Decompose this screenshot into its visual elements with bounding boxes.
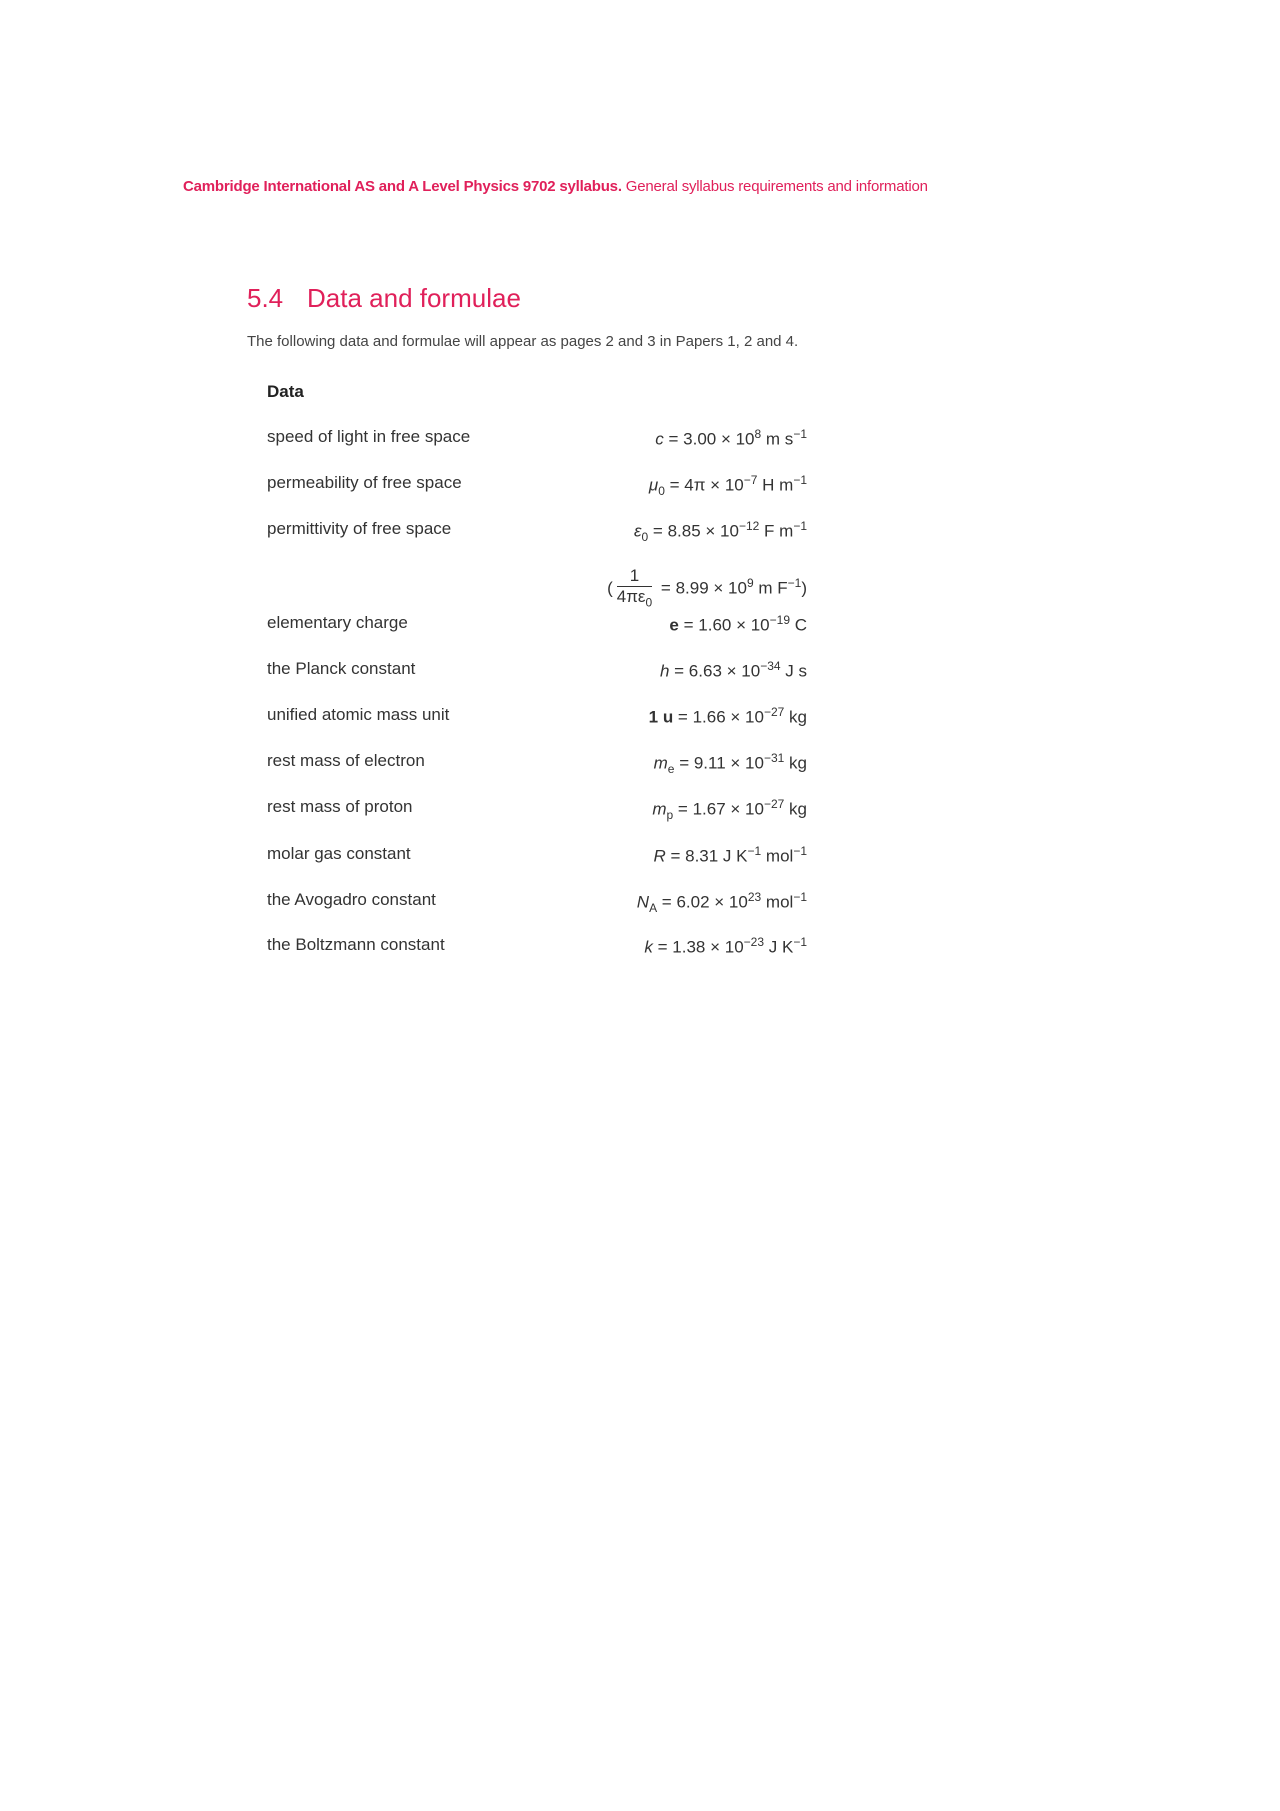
fraction xyxy=(617,566,652,612)
row-label: rest mass of electron xyxy=(267,751,425,770)
value-text: = 1.66 × 10 xyxy=(673,707,764,727)
exponent: 23 xyxy=(747,890,762,904)
value-text: = 9.11 × 10 xyxy=(674,753,764,773)
row-value xyxy=(654,751,807,776)
row-value xyxy=(660,659,807,682)
unit-exponent: −1 xyxy=(793,519,807,533)
value-text: = 6.02 × 10 xyxy=(657,892,748,912)
unit-exponent: −1 xyxy=(793,844,807,858)
exponent: −34 xyxy=(760,659,781,673)
row-label: molar gas constant xyxy=(267,844,411,863)
exponent: −31 xyxy=(763,751,785,765)
value-text: = 1.38 × 10 xyxy=(652,937,744,957)
unit-text: mol xyxy=(761,892,794,912)
unit-text: m s xyxy=(761,429,794,449)
exponent: −27 xyxy=(763,797,785,811)
unit-text: kg xyxy=(784,753,807,773)
unit-text: kg xyxy=(784,707,807,727)
symbol-subscript: p xyxy=(666,808,674,823)
data-row xyxy=(267,797,807,827)
fraction-numerator: 1 xyxy=(617,566,652,587)
symbol: e xyxy=(669,615,679,635)
header-syllabus-title: Cambridge International AS and A Level Physics 9702 syllabus. xyxy=(183,178,622,195)
unit-text: J s xyxy=(780,661,807,681)
data-row xyxy=(267,751,807,781)
symbol: N xyxy=(636,892,650,912)
value-text: = 8.85 × 10 xyxy=(648,521,739,541)
unit-text: m F xyxy=(753,578,788,598)
unit-exponent: −1 xyxy=(793,935,807,949)
unit-text: kg xyxy=(784,799,807,819)
value-text: = 3.00 × 10 xyxy=(663,429,755,449)
row-label: unified atomic mass unit xyxy=(267,705,450,724)
data-row xyxy=(267,613,807,643)
denominator-text: 4πε xyxy=(616,587,646,606)
data-row xyxy=(267,890,807,920)
header-section-name: General syllabus requirements and information xyxy=(625,178,928,195)
row-value xyxy=(607,566,807,612)
unit-text: C xyxy=(790,615,807,635)
symbol: h xyxy=(659,661,670,681)
row-label: rest mass of proton xyxy=(267,797,413,816)
symbol: m xyxy=(653,753,668,773)
row-value xyxy=(649,705,807,728)
row-value xyxy=(652,797,807,822)
unit-text: J K xyxy=(764,937,794,957)
row-label: permittivity of free space xyxy=(267,519,452,538)
exponent: −27 xyxy=(763,705,785,719)
row-value xyxy=(653,844,807,867)
data-row xyxy=(267,427,807,457)
row-value xyxy=(637,890,807,915)
data-row xyxy=(267,844,807,874)
row-value xyxy=(649,473,807,498)
exponent: −1 xyxy=(747,844,762,858)
row-label: the Avogadro constant xyxy=(267,890,436,909)
section-title xyxy=(247,283,521,314)
exponent: −7 xyxy=(743,473,758,487)
row-label: the Boltzmann constant xyxy=(267,935,445,954)
value-text: = 1.67 × 10 xyxy=(673,799,764,819)
data-row xyxy=(267,519,807,549)
value-text: = 8.31 J K xyxy=(665,846,748,866)
section-number: 5.4 xyxy=(247,283,284,313)
denominator-subscript: 0 xyxy=(645,595,653,610)
exponent: 8 xyxy=(754,427,762,441)
symbol-subscript: A xyxy=(649,901,658,916)
unit-text: F m xyxy=(759,521,794,541)
unit-text: H m xyxy=(757,475,794,495)
section-title-text: Data and formulae xyxy=(307,283,521,313)
unit-exponent: −1 xyxy=(787,576,802,591)
symbol: μ xyxy=(648,475,659,495)
data-heading: Data xyxy=(267,382,304,401)
unit-exponent: −1 xyxy=(793,890,807,904)
exponent: −23 xyxy=(743,935,765,949)
symbol-subscript: 0 xyxy=(641,530,649,545)
unit-exponent: −1 xyxy=(793,473,807,487)
row-value xyxy=(634,519,807,544)
exponent: −19 xyxy=(769,613,790,627)
row-value xyxy=(655,427,807,450)
close-paren: ) xyxy=(801,578,807,598)
page-header xyxy=(183,178,928,195)
symbol: 1 u xyxy=(648,707,674,727)
symbol: R xyxy=(653,846,666,866)
section-intro: The following data and formulae will appear as pages 2 and 3 in Papers 1, 2 and 4. xyxy=(247,333,799,350)
exponent: 9 xyxy=(746,576,754,591)
row-label: elementary charge xyxy=(267,613,408,632)
data-row xyxy=(267,659,807,689)
symbol-subscript: e xyxy=(667,762,675,777)
data-row xyxy=(267,935,807,965)
open-paren: ( xyxy=(607,578,613,598)
row-label: the Planck constant xyxy=(267,659,416,678)
value-text: = 4π × 10 xyxy=(664,475,744,495)
symbol: c xyxy=(655,429,664,449)
row-label: permeability of free space xyxy=(267,473,462,492)
unit-text: mol xyxy=(761,846,794,866)
symbol-subscript: 0 xyxy=(658,484,665,499)
value-text: = 8.99 × 10 xyxy=(656,578,747,598)
symbol: k xyxy=(644,937,653,957)
unit-exponent: −1 xyxy=(793,427,807,441)
symbol: m xyxy=(652,799,667,819)
exponent: −12 xyxy=(738,519,760,533)
symbol: ε xyxy=(634,521,642,541)
value-text: = 6.63 × 10 xyxy=(669,661,761,681)
row-label: speed of light in free space xyxy=(267,427,471,446)
fraction-denominator xyxy=(617,587,652,612)
row-value xyxy=(669,613,807,636)
value-text: = 1.60 × 10 xyxy=(678,615,770,635)
row-value xyxy=(644,935,807,958)
data-row xyxy=(267,473,807,503)
data-row xyxy=(267,705,807,735)
